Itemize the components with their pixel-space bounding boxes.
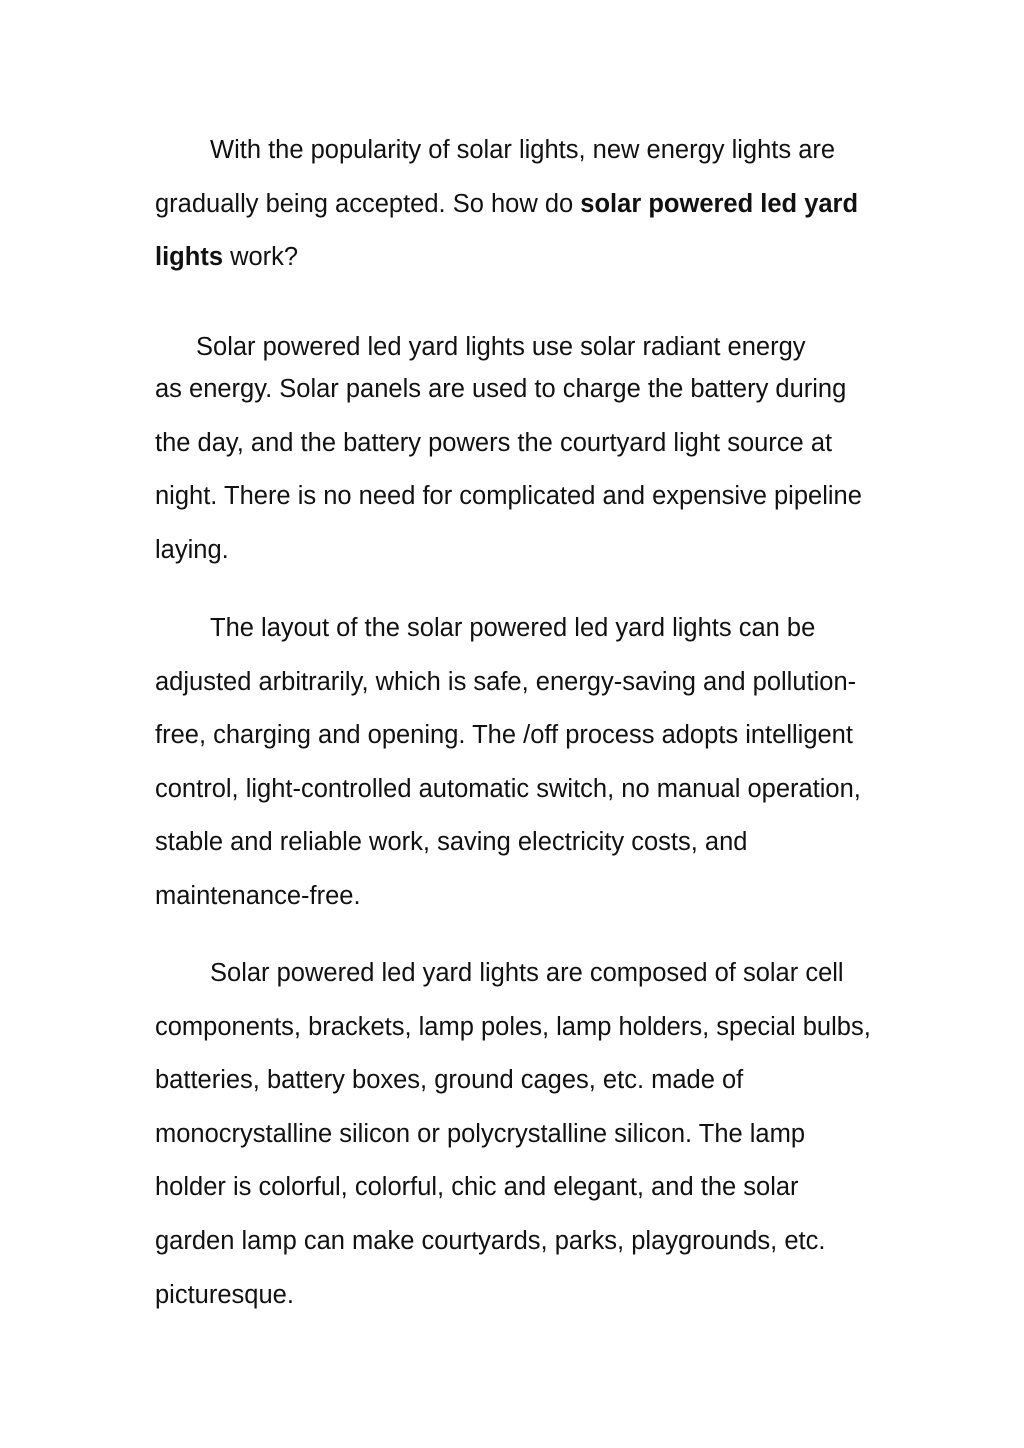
intro-text-start: With the popularity of solar lights, new energy lights are gradually being accepted. So how do — [155, 136, 836, 218]
energy-paragraph — [155, 324, 875, 577]
layout-paragraph: The layout of the solar powered led yard lights can be adjusted arbitrarily, which is safe, energy-saving and pollution-free, charging and opening. The /off process adopts intelligent control, light-controlled automatic switch, no manual operation, stable and reliable work, saving electricity costs, and maintenance-free. — [155, 614, 861, 910]
energy-rest-text: as energy. Solar panels are used to charge the battery during the day, and the battery powers the courtyard light source at night. There is no need for complicated and expensive pipeline laying. — [155, 375, 862, 564]
intro-paragraph — [155, 124, 875, 285]
composition-paragraph: Solar powered led yard lights are composed of solar cell components, brackets, lamp poles, lamp holders, special bulbs, batteries, battery boxes, ground cages, etc. made of monocrystalline silicon or polycrystalline silicon. The lamp holder is colorful, colorful, chic and elegant, and the solar garden lamp can make courtyards, parks, playgrounds, etc. picturesque. — [155, 959, 871, 1309]
intro-bold-phrase: solar powered led yard lights — [155, 189, 859, 272]
intro-text-end: work? — [223, 243, 299, 272]
energy-first-line: Solar powered led yard lights use solar radiant energy — [196, 333, 806, 361]
